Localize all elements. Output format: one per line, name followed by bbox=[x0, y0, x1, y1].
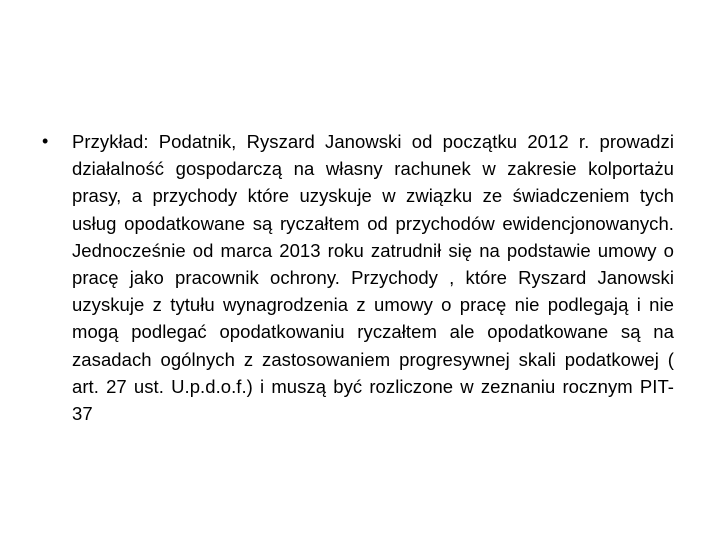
bullet-text: Przykład: Podatnik, Ryszard Janowski od początku 2012 r. prowadzi działalność gospodarczą na własny rachunek w zakresie kolportażu prasy, a przychody które uzyskuje w związku ze świadczeniem tych usług opodatkowane są ryczałtem od przychodów ewidencjonowanych. Jednocześnie od marca 2013 roku zatrudnił się na podstawie umowy o pracę jako pracownik ochrony. Przychody , które Ryszard Janowski uzyskuje z tytułu wynagrodzenia z umowy o pracę nie podlegają i nie mogą podlegać opodatkowaniu ryczałtem ale opodatkowane są na zasadach ogólnych z zastosowaniem progresywnej skali podatkowej ( art. 27 ust. U.p.d.o.f.) i muszą być rozliczone w zeznaniu rocznym PIT-37 bbox=[72, 131, 674, 425]
bullet-list bbox=[38, 128, 674, 427]
bullet-symbol: • bbox=[42, 131, 49, 151]
bullet-item bbox=[38, 128, 674, 427]
